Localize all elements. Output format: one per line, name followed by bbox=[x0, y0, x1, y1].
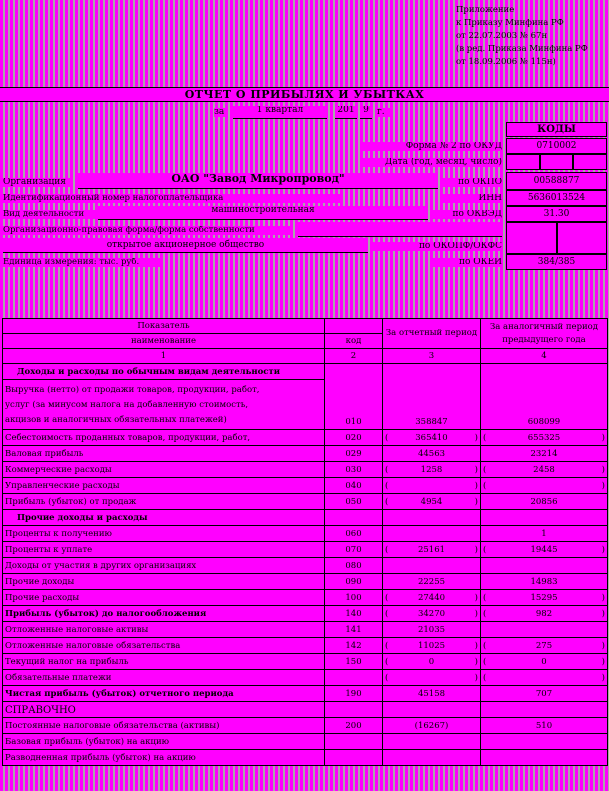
period-year-suffix: г. bbox=[377, 108, 391, 117]
okopf-label: по ОКОПФ/ОКФС bbox=[372, 242, 502, 251]
close-bracket: ) bbox=[601, 673, 605, 683]
row-label: Обязательные платежи bbox=[3, 670, 325, 686]
period-prefix: за bbox=[214, 108, 228, 117]
okpo-label: по ОКПО bbox=[442, 178, 502, 187]
value-wrapper bbox=[385, 689, 478, 700]
row-label: Прибыль (убыток) до налогообложения bbox=[3, 606, 325, 622]
org-name[interactable]: ОАО "Завод Микропровод" bbox=[78, 173, 438, 189]
row-label: Прибыль (убыток) от продаж bbox=[3, 494, 325, 510]
note-line: от 18.09.2006 № 115н) bbox=[456, 57, 556, 67]
row-label: Отложенные налоговые обязательства bbox=[3, 638, 325, 654]
table-row bbox=[3, 638, 608, 654]
profit-loss-table bbox=[2, 318, 608, 766]
blank-cell bbox=[325, 510, 383, 526]
date-year-field[interactable] bbox=[506, 154, 540, 170]
revenue-label-line: услуг (за минусом налога на добавленную стоимость, bbox=[5, 400, 249, 410]
row-label: Разводненная прибыль (убыток) на акцию bbox=[3, 750, 325, 766]
table-row bbox=[3, 494, 608, 510]
close-bracket: ) bbox=[474, 657, 478, 667]
open-bracket: ( bbox=[483, 465, 487, 475]
table-row bbox=[3, 446, 608, 462]
value-wrapper bbox=[483, 657, 605, 668]
name-header: наименование bbox=[3, 334, 325, 349]
value-wrapper bbox=[483, 577, 605, 588]
table-row bbox=[3, 654, 608, 670]
row-current-value[interactable] bbox=[383, 478, 481, 494]
value-wrapper bbox=[483, 433, 605, 444]
period-year-digit[interactable]: 9 bbox=[360, 106, 372, 119]
date-month-field[interactable] bbox=[540, 154, 573, 170]
close-bracket: ) bbox=[474, 609, 478, 619]
value-wrapper bbox=[483, 449, 605, 460]
value-text: 655325 bbox=[527, 433, 561, 443]
row-code: 140 bbox=[325, 606, 383, 622]
row-previous-value[interactable] bbox=[481, 638, 608, 654]
value-text: 44563 bbox=[417, 449, 446, 459]
okud-code[interactable]: 0710002 bbox=[506, 138, 607, 154]
table-row bbox=[3, 734, 608, 750]
row-label: Проценты к уплате bbox=[3, 542, 325, 558]
value-text: 34270 bbox=[417, 609, 446, 619]
close-bracket: ) bbox=[601, 481, 605, 491]
row-code: 030 bbox=[325, 462, 383, 478]
legal-form-label: Организационно-правовая форма/форма собственности bbox=[3, 226, 293, 235]
row-current-value[interactable] bbox=[383, 606, 481, 622]
value-wrapper bbox=[385, 433, 478, 444]
row-current-value[interactable] bbox=[383, 542, 481, 558]
close-bracket: ) bbox=[601, 609, 605, 619]
row-previous-value[interactable] bbox=[481, 446, 608, 462]
row-previous-value[interactable] bbox=[481, 558, 608, 574]
row-label: Постоянные налоговые обязательства (активы) bbox=[3, 718, 325, 734]
note-line: (в ред. Приказа Минфина РФ bbox=[456, 44, 588, 54]
value-wrapper bbox=[385, 577, 478, 588]
close-bracket: ) bbox=[601, 641, 605, 651]
blank-header bbox=[325, 319, 383, 334]
column-number: 2 bbox=[325, 349, 383, 364]
open-bracket: ( bbox=[385, 545, 389, 555]
section-heading: Прочие доходы и расходы bbox=[3, 510, 325, 526]
close-bracket: ) bbox=[601, 465, 605, 475]
value-text: 275 bbox=[535, 641, 553, 651]
close-bracket: ) bbox=[474, 673, 478, 683]
row-code: 100 bbox=[325, 590, 383, 606]
close-bracket: ) bbox=[474, 545, 478, 555]
blank-cell bbox=[481, 510, 608, 526]
org-label: Организация bbox=[3, 178, 73, 187]
open-bracket: ( bbox=[483, 673, 487, 683]
open-bracket: ( bbox=[385, 497, 389, 507]
value-wrapper bbox=[483, 609, 605, 620]
table-row bbox=[3, 622, 608, 638]
row-code bbox=[325, 670, 383, 686]
activity-value[interactable]: машиностроительная bbox=[98, 206, 428, 220]
indicator-header: Показатель bbox=[3, 319, 325, 334]
open-bracket: ( bbox=[483, 433, 487, 443]
open-bracket: ( bbox=[483, 545, 487, 555]
okpo-code[interactable]: 00588877 bbox=[506, 172, 607, 190]
blank-cell bbox=[383, 510, 481, 526]
row-label: Чистая прибыль (убыток) отчетного периода bbox=[3, 686, 325, 702]
table-row bbox=[3, 462, 608, 478]
previous-period-header: За аналогичный период предыдущего года bbox=[481, 319, 608, 349]
value-wrapper bbox=[483, 545, 605, 556]
table-row bbox=[3, 590, 608, 606]
row-current-value[interactable] bbox=[383, 750, 481, 766]
value-text: 25161 bbox=[417, 545, 446, 555]
row-previous-value[interactable] bbox=[481, 750, 608, 766]
value-text: 11025 bbox=[417, 641, 446, 651]
row-previous-value[interactable] bbox=[481, 574, 608, 590]
row-label: Прочие расходы bbox=[3, 590, 325, 606]
row-previous-value[interactable] bbox=[481, 430, 608, 446]
row-previous-value[interactable] bbox=[481, 478, 608, 494]
period-year-prefix: 201 bbox=[335, 106, 357, 119]
header-row bbox=[3, 319, 608, 334]
revenue-label bbox=[3, 380, 325, 430]
value-wrapper bbox=[483, 673, 605, 684]
row-code: 029 bbox=[325, 446, 383, 462]
blank-cell bbox=[383, 702, 481, 718]
legal-form-value[interactable]: открытое акционерное общество bbox=[3, 238, 368, 253]
open-bracket: ( bbox=[385, 641, 389, 651]
row-current-value[interactable]: 358847 bbox=[383, 364, 481, 430]
value-text: 2458 bbox=[533, 465, 555, 475]
row-previous-value[interactable] bbox=[481, 542, 608, 558]
table-row bbox=[3, 542, 608, 558]
row-code: 200 bbox=[325, 718, 383, 734]
close-bracket: ) bbox=[474, 465, 478, 475]
section-row bbox=[3, 510, 608, 526]
revenue-label-line: акцизов и аналогичных обязательных платежей) bbox=[5, 415, 227, 425]
table-row bbox=[3, 364, 608, 380]
table-row bbox=[3, 526, 608, 542]
value-text: 14983 bbox=[530, 577, 558, 587]
row-current-value[interactable] bbox=[383, 686, 481, 702]
okei-code[interactable]: 384/385 bbox=[506, 254, 607, 270]
table-row bbox=[3, 558, 608, 574]
okfs-field[interactable] bbox=[557, 222, 607, 254]
value-text: 22255 bbox=[417, 577, 446, 587]
section-heading: Доходы и расходы по обычным видам деятельности bbox=[3, 364, 325, 380]
value-text: 21035 bbox=[417, 625, 446, 635]
row-code: 080 bbox=[325, 558, 383, 574]
row-code: 060 bbox=[325, 526, 383, 542]
value-text: 45158 bbox=[417, 689, 446, 699]
value-text: 0 bbox=[541, 657, 547, 667]
row-current-value[interactable] bbox=[383, 494, 481, 510]
close-bracket: ) bbox=[601, 593, 605, 603]
close-bracket: ) bbox=[474, 641, 478, 651]
table-row bbox=[3, 430, 608, 446]
value-text: 20856 bbox=[530, 497, 558, 507]
value-text: 27440 bbox=[417, 593, 446, 603]
value-text: 19445 bbox=[530, 545, 558, 555]
row-previous-value[interactable] bbox=[481, 590, 608, 606]
row-current-value[interactable] bbox=[383, 462, 481, 478]
value-wrapper bbox=[385, 481, 478, 492]
close-bracket: ) bbox=[601, 545, 605, 555]
value-text: 1258 bbox=[420, 465, 443, 475]
row-current-value[interactable] bbox=[383, 734, 481, 750]
row-label: Валовая прибыль bbox=[3, 446, 325, 462]
row-current-value[interactable]: (16267) bbox=[383, 718, 481, 734]
row-current-value[interactable] bbox=[383, 430, 481, 446]
close-bracket: ) bbox=[474, 497, 478, 507]
row-code: 141 bbox=[325, 622, 383, 638]
row-label: Проценты к получению bbox=[3, 526, 325, 542]
open-bracket: ( bbox=[483, 593, 487, 603]
close-bracket: ) bbox=[474, 593, 478, 603]
legal-form-blank[interactable] bbox=[298, 222, 502, 237]
row-code: 020 bbox=[325, 430, 383, 446]
row-code: 090 bbox=[325, 574, 383, 590]
table-row bbox=[3, 750, 608, 766]
row-label: Базовая прибыль (убыток) на акцию bbox=[3, 734, 325, 750]
value-wrapper bbox=[385, 465, 478, 476]
row-previous-value[interactable] bbox=[481, 606, 608, 622]
value-wrapper bbox=[483, 497, 605, 508]
table-row bbox=[3, 670, 608, 686]
value-wrapper bbox=[385, 497, 478, 508]
open-bracket: ( bbox=[385, 465, 389, 475]
row-label: Коммерческие расходы bbox=[3, 462, 325, 478]
value-wrapper bbox=[483, 593, 605, 604]
row-label: Себестоимость проданных товаров, продукции, работ, bbox=[3, 430, 325, 446]
open-bracket: ( bbox=[385, 433, 389, 443]
value-wrapper bbox=[483, 689, 605, 700]
row-previous-value[interactable]: 608099 bbox=[481, 364, 608, 430]
inn-code[interactable]: 5636013524 bbox=[506, 190, 607, 206]
value-wrapper bbox=[483, 465, 605, 476]
value-text: 15295 bbox=[530, 593, 558, 603]
approval-note bbox=[456, 4, 606, 69]
row-previous-value[interactable] bbox=[481, 526, 608, 542]
open-bracket: ( bbox=[483, 481, 487, 491]
unit-label: Единица измерения: тыс. руб. bbox=[3, 258, 163, 267]
value-wrapper bbox=[385, 609, 478, 620]
row-previous-value[interactable]: 510 bbox=[481, 718, 608, 734]
close-bracket: ) bbox=[601, 433, 605, 443]
column-number: 1 bbox=[3, 349, 325, 364]
row-label: Управленческие расходы bbox=[3, 478, 325, 494]
reference-row bbox=[3, 702, 608, 718]
open-bracket: ( bbox=[385, 609, 389, 619]
close-bracket: ) bbox=[474, 433, 478, 443]
value-wrapper bbox=[483, 641, 605, 652]
value-text: 23214 bbox=[530, 449, 558, 459]
open-bracket: ( bbox=[483, 657, 487, 667]
row-code: 070 bbox=[325, 542, 383, 558]
row-current-value[interactable] bbox=[383, 638, 481, 654]
note-line: к Приказу Минфина РФ bbox=[456, 18, 564, 28]
row-previous-value[interactable] bbox=[481, 654, 608, 670]
row-current-value[interactable] bbox=[383, 558, 481, 574]
row-code bbox=[325, 734, 383, 750]
okved-code[interactable]: 31.30 bbox=[506, 206, 607, 222]
row-label: Доходы от участия в других организациях bbox=[3, 558, 325, 574]
open-bracket: ( bbox=[385, 481, 389, 491]
column-number-row bbox=[3, 349, 608, 364]
row-code: 142 bbox=[325, 638, 383, 654]
note-line: Приложение bbox=[456, 5, 515, 15]
value-wrapper bbox=[385, 673, 478, 684]
blank-cell bbox=[481, 702, 608, 718]
value-wrapper bbox=[385, 641, 478, 652]
column-number: 3 bbox=[383, 349, 481, 364]
value-wrapper bbox=[385, 545, 478, 556]
row-current-value[interactable] bbox=[383, 670, 481, 686]
row-previous-value[interactable] bbox=[481, 494, 608, 510]
value-wrapper bbox=[385, 593, 478, 604]
value-text: 982 bbox=[535, 609, 553, 619]
row-label: Текущий налог на прибыль bbox=[3, 654, 325, 670]
open-bracket: ( bbox=[483, 609, 487, 619]
table-row bbox=[3, 686, 608, 702]
okopf-field[interactable] bbox=[506, 222, 557, 254]
row-previous-value[interactable] bbox=[481, 462, 608, 478]
row-code: 190 bbox=[325, 686, 383, 702]
value-wrapper bbox=[385, 449, 478, 460]
row-previous-value[interactable] bbox=[481, 670, 608, 686]
activity-label: Вид деятельности bbox=[3, 210, 95, 219]
row-label: Прочие доходы bbox=[3, 574, 325, 590]
row-current-value[interactable] bbox=[383, 622, 481, 638]
row-current-value[interactable] bbox=[383, 590, 481, 606]
row-code: 150 bbox=[325, 654, 383, 670]
codes-header: КОДЫ bbox=[506, 122, 607, 137]
reference-heading: СПРАВОЧНО bbox=[3, 702, 325, 718]
row-current-value[interactable] bbox=[383, 574, 481, 590]
revenue-label-line: Выручка (нетто) от продажи товаров, продукции, работ, bbox=[5, 385, 260, 395]
okei-label: по ОКЕИ bbox=[432, 258, 502, 267]
date-label: Дата (год, месяц, число) bbox=[362, 158, 502, 167]
blank-cell bbox=[325, 702, 383, 718]
current-period-header: За отчетный период bbox=[383, 319, 481, 349]
table-row bbox=[3, 574, 608, 590]
open-bracket: ( bbox=[385, 657, 389, 667]
value-wrapper bbox=[385, 657, 478, 668]
row-current-value[interactable] bbox=[383, 654, 481, 670]
value-text: 707 bbox=[535, 689, 553, 699]
value-wrapper bbox=[385, 625, 478, 636]
open-bracket: ( bbox=[385, 673, 389, 683]
value-wrapper bbox=[483, 529, 605, 540]
row-code bbox=[325, 750, 383, 766]
note-line: от 22.07.2003 № 67н bbox=[456, 31, 548, 41]
close-bracket: ) bbox=[601, 657, 605, 667]
value-text: 0 bbox=[428, 657, 435, 667]
date-day-field[interactable] bbox=[573, 154, 607, 170]
okved-label: по ОКВЭД bbox=[432, 210, 502, 219]
okud-label: Форма № 2 по ОКУД bbox=[362, 142, 502, 151]
report-title: ОТЧЕТ О ПРИБЫЛЯХ И УБЫТКАХ bbox=[0, 87, 609, 102]
table-row bbox=[3, 478, 608, 494]
value-text: 365410 bbox=[415, 433, 448, 443]
row-code: 040 bbox=[325, 478, 383, 494]
column-number: 4 bbox=[481, 349, 608, 364]
code-header: код bbox=[325, 334, 383, 349]
open-bracket: ( bbox=[483, 641, 487, 651]
value-text: 1 bbox=[541, 529, 547, 539]
row-current-value[interactable] bbox=[383, 526, 481, 542]
row-previous-value[interactable] bbox=[481, 734, 608, 750]
close-bracket: ) bbox=[474, 481, 478, 491]
table-row bbox=[3, 606, 608, 622]
row-previous-value[interactable] bbox=[481, 622, 608, 638]
row-label: Отложенные налоговые активы bbox=[3, 622, 325, 638]
value-text: 4954 bbox=[420, 497, 443, 507]
inn-description: Идентификационный номер налогоплательщика bbox=[3, 194, 343, 203]
row-code: 010 bbox=[325, 364, 383, 430]
period-quarter[interactable]: 1 квартал bbox=[233, 106, 327, 119]
row-code: 050 bbox=[325, 494, 383, 510]
value-wrapper bbox=[483, 481, 605, 492]
row-previous-value[interactable] bbox=[481, 686, 608, 702]
inn-label: ИНН bbox=[442, 194, 502, 203]
row-current-value[interactable] bbox=[383, 446, 481, 462]
table-row bbox=[3, 718, 608, 734]
open-bracket: ( bbox=[385, 593, 389, 603]
